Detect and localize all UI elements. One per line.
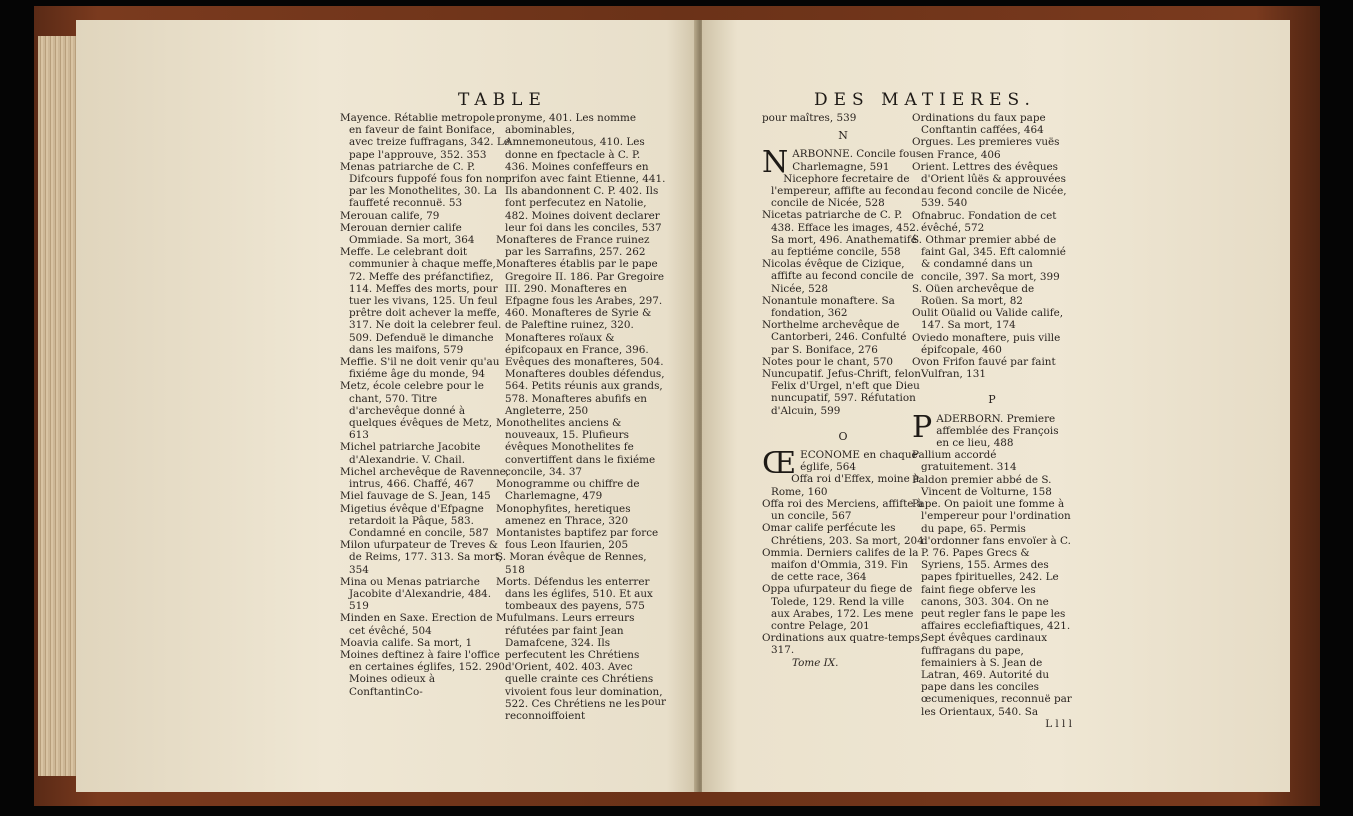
index-entry: Orient. Lettres des évêques d'Orient lûës & approuvées au fecond concile de Nicée, 539. 540 xyxy=(912,160,1067,210)
index-entry: Orgues. Les premieres vuës en France, 406 xyxy=(912,136,1060,161)
index-entry: Oviedo monaftere, puis ville épifcopale, 460 xyxy=(912,331,1061,356)
continuation-entry: pour maîtres, 539 xyxy=(762,112,857,124)
entries-n xyxy=(762,173,924,417)
index-entry: Nicolas évêque de Cizique, affifte au fecond concile de Nicée, 528 xyxy=(762,258,914,295)
left-page xyxy=(76,20,698,792)
index-entry: Offa roi des Merciens, affifte à un concile, 567 xyxy=(762,497,923,523)
section-letter-o: O xyxy=(838,429,848,443)
dropcap-oe: Œ xyxy=(762,446,797,482)
dropcap-p: P xyxy=(912,409,933,445)
signature-mark: Tome IX. xyxy=(792,656,839,669)
index-entry: Ordinations du faux pape Conftantin caffées, 464 xyxy=(912,112,1046,137)
index-entry: Oppa ufurpateur du fiege de Tolede, 129. Rend la ville aux Arabes, 172. Les mene contre Pelage, 201 xyxy=(762,583,914,632)
entry-paderborn: PADERBORN. Premiere affemblée des François en ce lieu, 488 xyxy=(912,409,1059,450)
index-entry: Moavia calife. Sa mort, 1 xyxy=(340,636,473,649)
right-page xyxy=(702,20,1290,792)
index-entry: Milon ufurpateur de Treves & de Reims, 177. 313. Sa mort, 354 xyxy=(340,539,503,576)
index-entry: Nicephore fecretaire de l'empereur, affifte au fecond concile de Nicée, 528 xyxy=(771,172,921,210)
index-entry: Minden en Saxe. Erection de cet évêché, 504 xyxy=(340,612,493,637)
index-entry: Northelme archevêque de Cantorberi, 246. Confulté par S. Boniface, 276 xyxy=(762,319,907,356)
catchword-left xyxy=(496,696,666,708)
right-column-1 xyxy=(762,112,924,669)
index-entry: Mufulmans. Leurs erreurs réfutées par faint Jean Damafcene, 324. Ils perfecutent les Chrétiens d'Orient, 402. 403. Avec quelle crainte ces Chrétiens vivoient fous leur domination, 522. Ces Chrétiens ne les reconnoiffoient xyxy=(496,612,663,722)
index-entry: Offa roi d'Effex, moine à Rome, 160 xyxy=(771,473,920,498)
entry-narbonne: NARBONNE. Concile fous Charlemagne, 591 xyxy=(762,145,922,181)
index-entry: Meffe. Le celebrant doit communier à chaque meffe, 72. Meffe des préfanctifiez, 114. Meffes des morts, pour tuer les vivans, 125. Un feul prêtre doit achever la meffe, 317. Ne doit la celebrer feul. 509. Defenduë le dimanche dans les maifons, 579 xyxy=(340,246,502,356)
left-column-2 xyxy=(496,112,666,722)
index-entry: S. Moran évêque de Rennes, 518 xyxy=(496,551,647,576)
index-entry: Omar calife perfécute les Chrétiens, 203. Sa mort, 204 xyxy=(762,522,924,547)
page-header-right: DES MATIERES. xyxy=(814,90,1036,110)
index-entry: Metz, école celebre pour le chant, 570. Titre d'archevêque donné à quelques évêques de Metz, 613 xyxy=(340,380,493,442)
index-entry: Ovon Frifon fauvé par faint Vulfran, 131 xyxy=(912,356,1056,381)
index-entry: Pallium accordé gratuitement. 314 xyxy=(912,449,1017,474)
index-entry: Monafteres de France ruinez par les Sarrafins, 257. 262 xyxy=(496,234,650,259)
index-entry: Michel patriarche Jacobite d'Alexandrie. V. Chail. xyxy=(340,441,481,466)
entries-p xyxy=(912,449,1072,717)
entries-o xyxy=(762,473,924,656)
index-entry: Nicetas patriarche de C. P. 438. Efface les images, 452. Sa mort, 496. Anathematifé au feptiéme concile, 558 xyxy=(762,209,920,259)
dropcap-n: N xyxy=(762,145,789,181)
index-entry: Mayence. Rétablie metropole en faveur de faint Boniface, avec treize fuffragans, 342. Le pape l'approuve, 352. 353 xyxy=(340,112,510,161)
index-entry: Montanistes baptifez par force fous Leon Ifaurien, 205 xyxy=(496,526,659,552)
catchword: pour xyxy=(641,696,666,708)
index-entry: Notes pour le chant, 570 xyxy=(762,355,893,368)
entry-oeconome: ŒECONOME en chaque églife, 564 xyxy=(762,446,918,482)
index-entry: pronyme, 401. Les nomme abominables, Amnemoneutous, 410. Les donne en fpectacle à C. P. 436. Moines confeffeurs en prifon avec faint Etienne, 441. Ils abandonnent C. P. 402. Ils font perfecutez en Natolie, 482. Moines doivent declarer leur foi dans les conciles, 537 xyxy=(496,112,666,234)
index-entry: Merouan calife, 79 xyxy=(340,209,440,222)
index-entry: Morts. Défendus les enterrer dans les églifes, 510. Et aux tombeaux des payens, 575 xyxy=(496,575,653,613)
index-entry: Meffie. S'il ne doit venir qu'au fixiéme âge du monde, 94 xyxy=(340,356,500,381)
index-entry: Nonantule monaftere. Sa fondation, 362 xyxy=(762,294,895,320)
index-entry: Monothelites anciens & nouveaux, 15. Plufieurs évêques Monothelites fe convertiffent dans le fixiéme concile, 34. 37 xyxy=(496,417,656,478)
index-entry: Ordinations aux quatre-temps, 317. xyxy=(762,632,924,657)
index-entry: Monafteres établis par le pape Gregoire II. 186. Par Gregoire III. 290. Monafteres en Efpagne fous les Arabes, 297. 460. Monafteres de Syrie & de Paleftine ruinez, 320. Monafteres roïaux & épifcopaux en France, 396. Evêques des monafteres, 504. Monafteres doubles défendus, 564. Petits réunis aux grands, 578. Monafteres abufifs en Angleterre, 250 xyxy=(496,258,665,417)
left-column-1 xyxy=(340,112,510,698)
index-entry: Miel fauvage de S. Jean, 145 xyxy=(340,490,491,503)
index-entry: S. Othmar premier abbé de faint Gal, 345. Eft calomnié & condamné dans un concile, 397. Sa mort, 399 xyxy=(912,234,1066,283)
section-letter-n: N xyxy=(838,129,848,143)
index-entry: Monogramme ou chiffre de Charlemagne, 479 xyxy=(496,478,640,503)
signature-letters: L l l l xyxy=(1045,717,1072,730)
index-entry: Migetius évêque d'Efpagne retardoit la Pâque, 583. Condamné en concile, 587 xyxy=(340,502,489,539)
page-header-left: TABLE xyxy=(458,90,547,110)
index-entry: Paldon premier abbé de S. Vincent de Volturne, 158 xyxy=(912,473,1052,498)
index-entry: Merouan dernier calife Ommiade. Sa mort, 364 xyxy=(340,221,475,247)
section-letter-p: P xyxy=(988,393,996,407)
right-column-2 xyxy=(912,112,1072,730)
page-edges xyxy=(38,36,78,776)
index-entry: Mina ou Menas patriarche Jacobite d'Alexandrie, 484. 519 xyxy=(340,575,492,613)
index-entry: Nuncupatif. Jefus-Chrift, felon Felix d'Urgel, n'eft que Dieu nuncupatif, 597. Réfutation d'Alcuin, 599 xyxy=(762,368,921,417)
index-entry: Michel archevêque de Ravenne, intrus, 466. Chaffé, 467 xyxy=(340,465,510,491)
index-entry: Oulit Oüalid ou Valide calife, 147. Sa mort, 174 xyxy=(912,307,1064,332)
index-entry: Menas patriarche de C. P. Difcours fuppofé fous fon nom par les Monothelites, 30. La fauffeté reconnuë. 53 xyxy=(340,160,509,210)
index-entry: Pape. On paioit une fomme à l'empereur pour l'ordination du pape, 65. Permis d'ordonner fans envoïer à C. P. 76. Papes Grecs & Syriens, 155. Armes des papes fpirituelles, 242. Le faint fiege obferve les canons, 303. 304. On ne peut regler fans le pape les affaires ecclefiaftiques, 421. Sept évêques cardinaux fuffragans du pape, femainiers à S. Jean de Latran, 469. Autorité du pape dans les conciles œcumeniques, reconnuë par les Orientaux, 540. Sa xyxy=(912,498,1072,718)
index-entry: S. Oüen archevêque de Roüen. Sa mort, 82 xyxy=(912,282,1035,308)
index-entry: Ommia. Derniers califes de la maifon d'Ommia, 319. Fin de cette race, 364 xyxy=(762,546,919,584)
index-entry: Monophyfites, heretiques amenez en Thrace, 320 xyxy=(496,502,631,527)
index-entry: Ofnabruc. Fondation de cet évêché, 572 xyxy=(912,209,1057,234)
index-entry: Moines deftinez à faire l'office en certaines églifes, 152. 290. Moines odieux à ConftantinCo- xyxy=(340,648,509,698)
entries-o-cont xyxy=(912,112,1072,380)
